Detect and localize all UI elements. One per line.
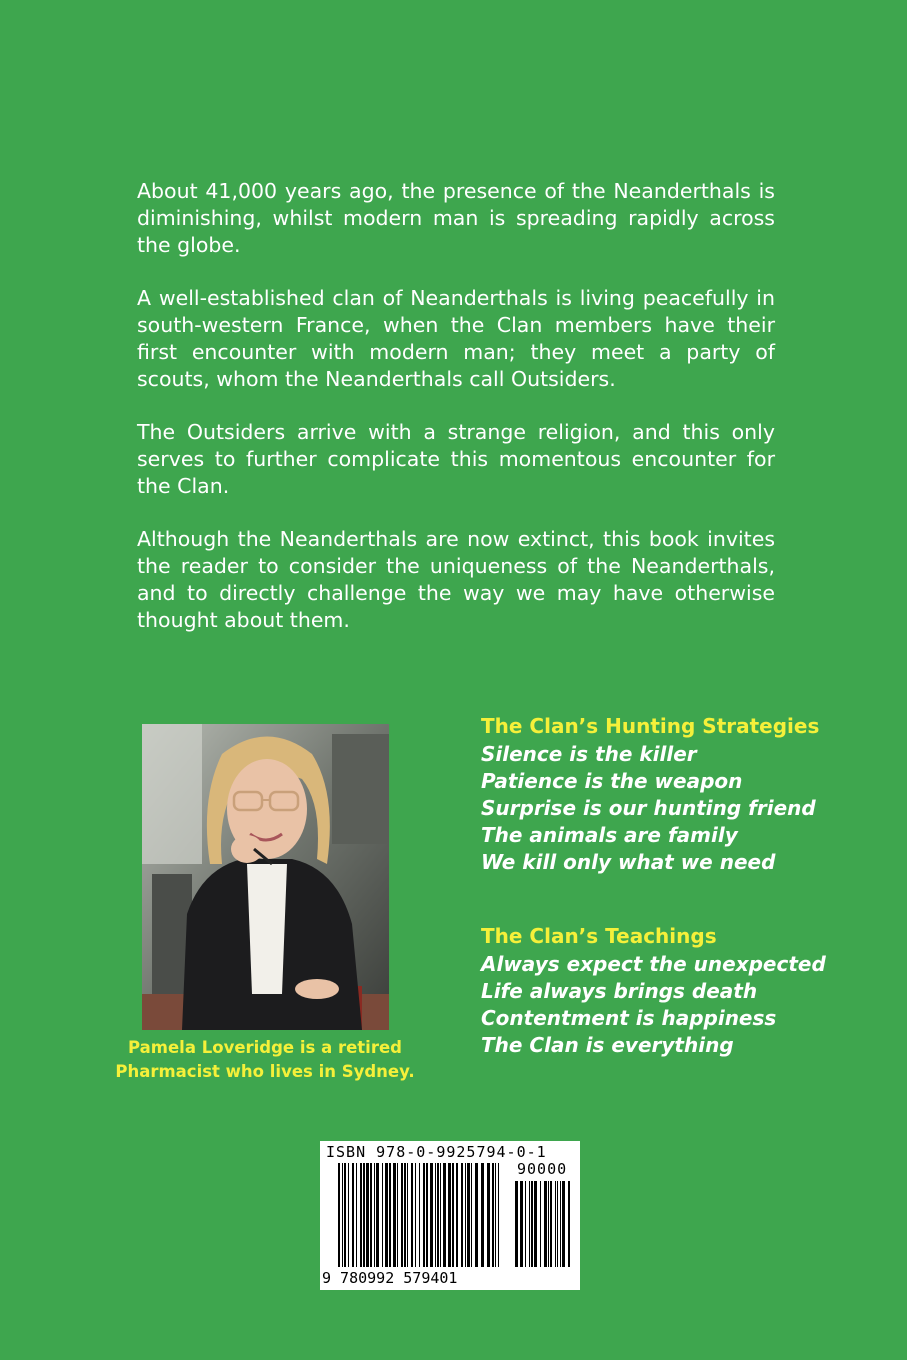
blurb-paragraph: About 41,000 years ago, the presence of the Neanderthals is diminishing, whilst modern man is spreading rapidly across the globe. [137,179,775,257]
barcode-bar [419,1163,420,1267]
blurb-paragraph: The Outsiders arrive with a strange religion, and this only serves to further complicate this momentous encounter for the Clan. [137,420,775,498]
barcode-bar [471,1163,472,1267]
ean-digits: 9 780992 579401 [322,1269,458,1287]
barcode-bar [562,1181,565,1267]
barcode-bar [344,1163,346,1267]
barcode-bar [550,1181,552,1267]
barcode-bar [356,1163,357,1267]
hunting-strategy-item: The animals are family [481,823,738,847]
hunting-strategies-title: The Clan’s Hunting Strategies [481,714,820,738]
barcode-bar [404,1163,406,1267]
author-caption-line: Pharmacist who lives in Sydney. [115,1062,415,1081]
barcode-bar [389,1163,391,1267]
hunting-strategies [481,712,881,876]
barcode-bar [363,1163,365,1267]
barcode-bar [529,1181,530,1267]
barcode-bar [557,1181,558,1267]
barcode-bar [461,1163,463,1267]
barcode-bar [555,1181,556,1267]
barcode-bar [443,1163,446,1267]
barcode-bar [393,1163,396,1267]
barcode-bar [534,1181,537,1267]
hunting-strategy-item: Patience is the weapon [481,769,743,793]
barcode-bar [338,1163,340,1267]
barcode-bar [498,1163,499,1267]
barcode-bar [397,1163,398,1267]
barcode-bar [382,1163,383,1267]
barcode-bar [426,1163,428,1267]
barcode-bar [411,1163,413,1267]
barcode-bar [342,1163,343,1267]
barcode-bar [376,1163,379,1267]
barcode-bar [423,1163,425,1267]
barcode-bar [456,1163,458,1267]
book-blurb [137,178,775,634]
barcode-bar [348,1163,349,1267]
author-caption-line: Pamela Loveridge is a retired [128,1038,402,1057]
clan-teaching-item: The Clan is everything [481,1033,734,1057]
barcode-bar [430,1163,433,1267]
barcode-bar [401,1163,403,1267]
barcode-bar [374,1163,375,1267]
barcode-bar [435,1163,436,1267]
barcode-bar [487,1163,490,1267]
barcode-bar [366,1163,369,1267]
clan-teaching-item: Always expect the unexpected [481,952,826,976]
barcode-bar [568,1181,570,1267]
barcode-bar [481,1163,484,1267]
barcode-bar [467,1163,470,1267]
hunting-strategy-item: Silence is the killer [481,742,697,766]
clan-lists [481,712,881,1059]
hunting-strategy-item: We kill only what we need [481,850,776,874]
author-photo [142,724,389,1030]
author-caption [100,1036,430,1084]
barcode-bar [370,1163,372,1267]
isbn-number: ISBN 978-0-9925794-0-1 [326,1143,547,1161]
blurb-paragraph: Although the Neanderthals are now extinct, this book invites the reader to consider the uniqueness of the Neanderthals, and to directly challenge the way we may have otherwise thought about them. [137,527,775,632]
clan-teaching-item: Life always brings death [481,979,758,1003]
barcode-bar [448,1163,451,1267]
barcode-bar [352,1163,354,1267]
barcode-bar [540,1181,541,1267]
barcode-bar [437,1163,439,1267]
clan-teaching-item: Contentment is happiness [481,1006,777,1030]
barcode-bar [515,1181,518,1267]
barcode-bar [475,1163,478,1267]
barcode-bar [560,1181,561,1267]
barcode-bar [544,1181,547,1267]
hunting-strategy-item: Surprise is our hunting friend [481,796,816,820]
barcode-bar [360,1163,362,1267]
barcode-bar [452,1163,454,1267]
barcode-bar [548,1181,549,1267]
barcode-bar [495,1163,496,1267]
barcode-bar [531,1181,533,1267]
barcode-bar [407,1163,408,1267]
blurb-paragraph: A well-established clan of Neanderthals is living peacefully in south-western France, when the Clan members have their first encounter with modern man; they meet a party of scouts, whom the Neanderthals call Outsiders. [137,286,775,391]
barcode-bar [525,1181,526,1267]
barcode-bar [415,1163,416,1267]
barcode-bar [520,1181,523,1267]
barcode-bar [385,1163,388,1267]
barcode-bar [440,1163,441,1267]
barcode-bar [465,1163,466,1267]
clan-teachings-title: The Clan’s Teachings [481,924,717,948]
clan-teachings [481,922,881,1059]
price-code: 90000 [517,1160,568,1178]
barcode-bar [492,1163,494,1267]
author-portrait-illustration [142,724,389,1030]
isbn-barcode [320,1141,580,1290]
